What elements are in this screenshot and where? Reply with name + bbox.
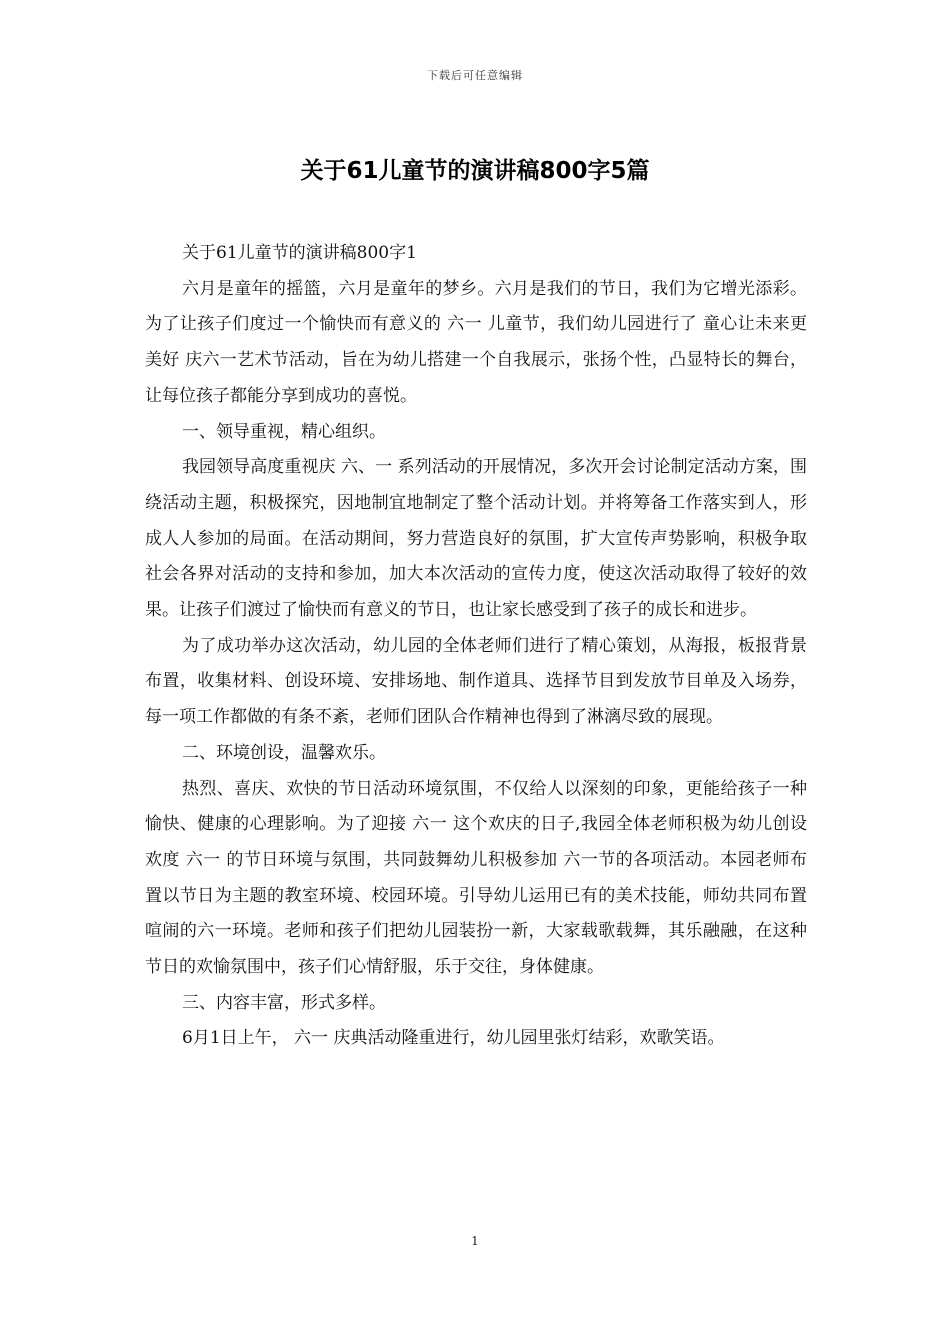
page-header: 下载后可任意编辑 [427, 69, 523, 82]
page-number: 1 [471, 1234, 479, 1248]
body-paragraph: 我园领导高度重视庆 六、一 系列活动的开展情况，多次开会讨论制定活动方案，围绕活动主题，积极探究，因地制宜地制定了整个活动计划。并将筹备工作落实到人，形成人人参加的局面。在活动期间，努力营造良好的氛围，扩大宣传声势影响，积极争取社会各界对活动的支持和参加，加大本次活动的宣传力度，使这次活动取得了较好的效果。让孩子们渡过了愉快而有意义的节日，也让家长感受到了孩子的成长和进步。 [145, 457, 807, 621]
document-body [145, 236, 813, 1057]
subheading-content: 三、内容丰富，形式多样。 [182, 992, 386, 1013]
document-title: 关于61儿童节的演讲稿800字5篇 [300, 158, 650, 184]
section-heading-1: 关于61儿童节的演讲稿800字1 [182, 243, 417, 263]
body-paragraph: 热烈、喜庆、欢快的节日活动环境氛围，不仅给人以深刻的印象，更能给孩子一种愉快、健康的心理影响。为了迎接 六一 这个欢庆的日子,我园全体老师积极为幼儿创设欢度 六一 的节日环境与氛围，共同鼓舞幼儿积极参加 六一节的各项活动。本园老师布置以节日为主题的教室环境、校园环境。引导幼儿运用已有的美术技能，师幼共同布置喧闹的六一环境。老师和孩子们把幼儿园装扮一新，大家载歌载舞，其乐融融，在这种节日的欢愉氛围中，孩子们心情舒服，乐于交往，身体健康。 [145, 778, 807, 978]
body-paragraph: 6月1日上午， 六一 庆典活动隆重进行，幼儿园里张灯结彩，欢歌笑语。 [182, 1028, 725, 1049]
subheading-leadership: 一、领导重视，精心组织。 [182, 421, 386, 442]
subheading-environment: 二、环境创设，温馨欢乐。 [182, 742, 386, 763]
body-paragraph: 为了成功举办这次活动，幼儿园的全体老师们进行了精心策划，从海报，板报背景布置，收集材料、创设环境、安排场地、制作道具、选择节目到发放节目单及入场券，每一项工作都做的有条不紊，老师们团队合作精神也得到了淋漓尽致的展现。 [145, 635, 807, 728]
body-paragraph: 六月是童年的摇篮，六月是童年的梦乡。六月是我们的节日，我们为它增光添彩。 为了让孩子们度过一个愉快而有意义的 六一 儿童节，我们幼儿园进行了 童心让未来更美好 庆六一艺术节活动，旨在为幼儿搭建一个自我展示，张扬个性，凸显特长的舞台，让每位孩子都能分享到成功的喜悦。 [145, 278, 813, 406]
